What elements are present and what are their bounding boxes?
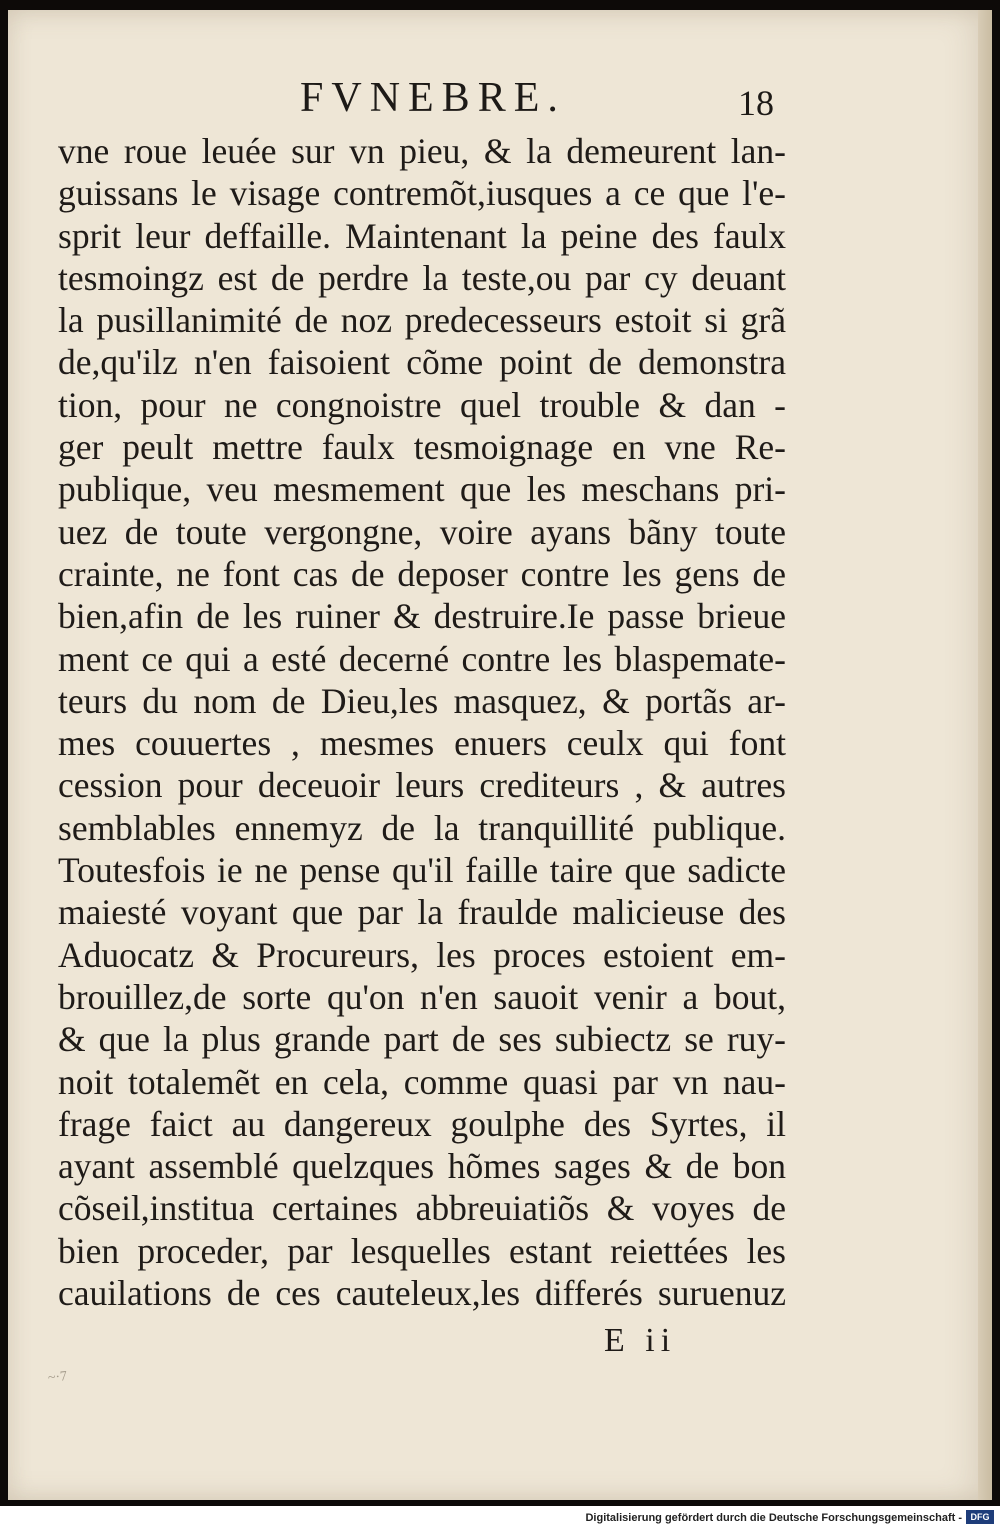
text-line: uez de toute vergongne, voire ayans bãny toute: [58, 511, 786, 552]
text-line: maiesté voyant que par la fraulde malicieuse des: [58, 892, 786, 933]
pencil-note: ~·7: [47, 1369, 68, 1386]
text-line: & que la plus grande part de ses subiectz se ruy-: [58, 1019, 786, 1060]
text-line: cõseil,institua certaines abbreuiatiõs & voyes de: [58, 1188, 786, 1229]
text-line: ment ce qui a esté decerné contre les blaspemate-: [58, 638, 786, 679]
text-line: tesmoingz est de perdre la teste,ou par cy deuant: [58, 257, 786, 298]
text-line: ayant assemblé quelzques hõmes sages & de bon: [58, 1146, 786, 1187]
text-line: guissans le visage contremõt,iusques a ce que l'e-: [58, 173, 786, 214]
text-line: cauilations de ces cauteleux,les differés suruenuz: [58, 1273, 786, 1314]
text-line: frage faict au dangereux goulphe des Syrtes, il: [58, 1103, 786, 1144]
text-line: vne roue leuée sur vn pieu, & la demeurent lan-: [58, 131, 786, 171]
text-line: semblables ennemyz de la tranquillité publique.: [58, 807, 786, 848]
text-line: publique, veu mesmement que les meschans pri-: [58, 469, 786, 510]
text-line: Aduocatz & Procureurs, les proces estoient em-: [58, 934, 786, 975]
running-head: FVNEBRE.: [300, 75, 566, 121]
text-line: noit totalemẽt en cela, comme quasi par vn nau-: [58, 1061, 786, 1102]
funding-credit: Digitalisierung gefördert durch die Deutsche Forschungsgemeinschaft -: [585, 1512, 962, 1524]
signature-mark: E ii: [604, 1322, 677, 1359]
text-line: la pusillanimité de noz predecesseurs estoit si grã: [58, 300, 786, 341]
text-line: bien proceder, par lesquelles estant reiettées les: [58, 1230, 786, 1271]
text-line: Toutesfois ie ne pense qu'il faille taire que sadicte: [58, 850, 786, 891]
text-line: brouillez,de sorte qu'on n'en sauoit venir a bout,: [58, 976, 786, 1017]
text-line: sprit leur deffaille. Maintenant la peine des faulx: [58, 215, 786, 256]
text-line: tion, pour ne congnoistre quel trouble & dan -: [58, 384, 786, 425]
page-number: 18: [738, 83, 774, 123]
text-line: crainte, ne font cas de deposer contre les gens de: [58, 553, 786, 594]
text-line: cession pour deceuoir leurs crediteurs , & autres: [58, 765, 786, 806]
text-line: ger peult mettre faulx tesmoignage en vne Re-: [58, 427, 786, 468]
text-line: teurs du nom de Dieu,les masquez, & portãs ar-: [58, 680, 786, 721]
body-text: [58, 130, 786, 1314]
text-line: mes couuertes , mesmes enuers ceulx qui font: [58, 723, 786, 764]
text-line: de,qu'ilz n'en faisoient cõme point de demonstra: [58, 342, 786, 383]
text-line: bien,afin de les ruiner & destruire.Ie passe brieue: [58, 596, 786, 637]
dfg-logo-icon: DFG: [966, 1510, 994, 1524]
page-edge: [978, 10, 992, 1500]
